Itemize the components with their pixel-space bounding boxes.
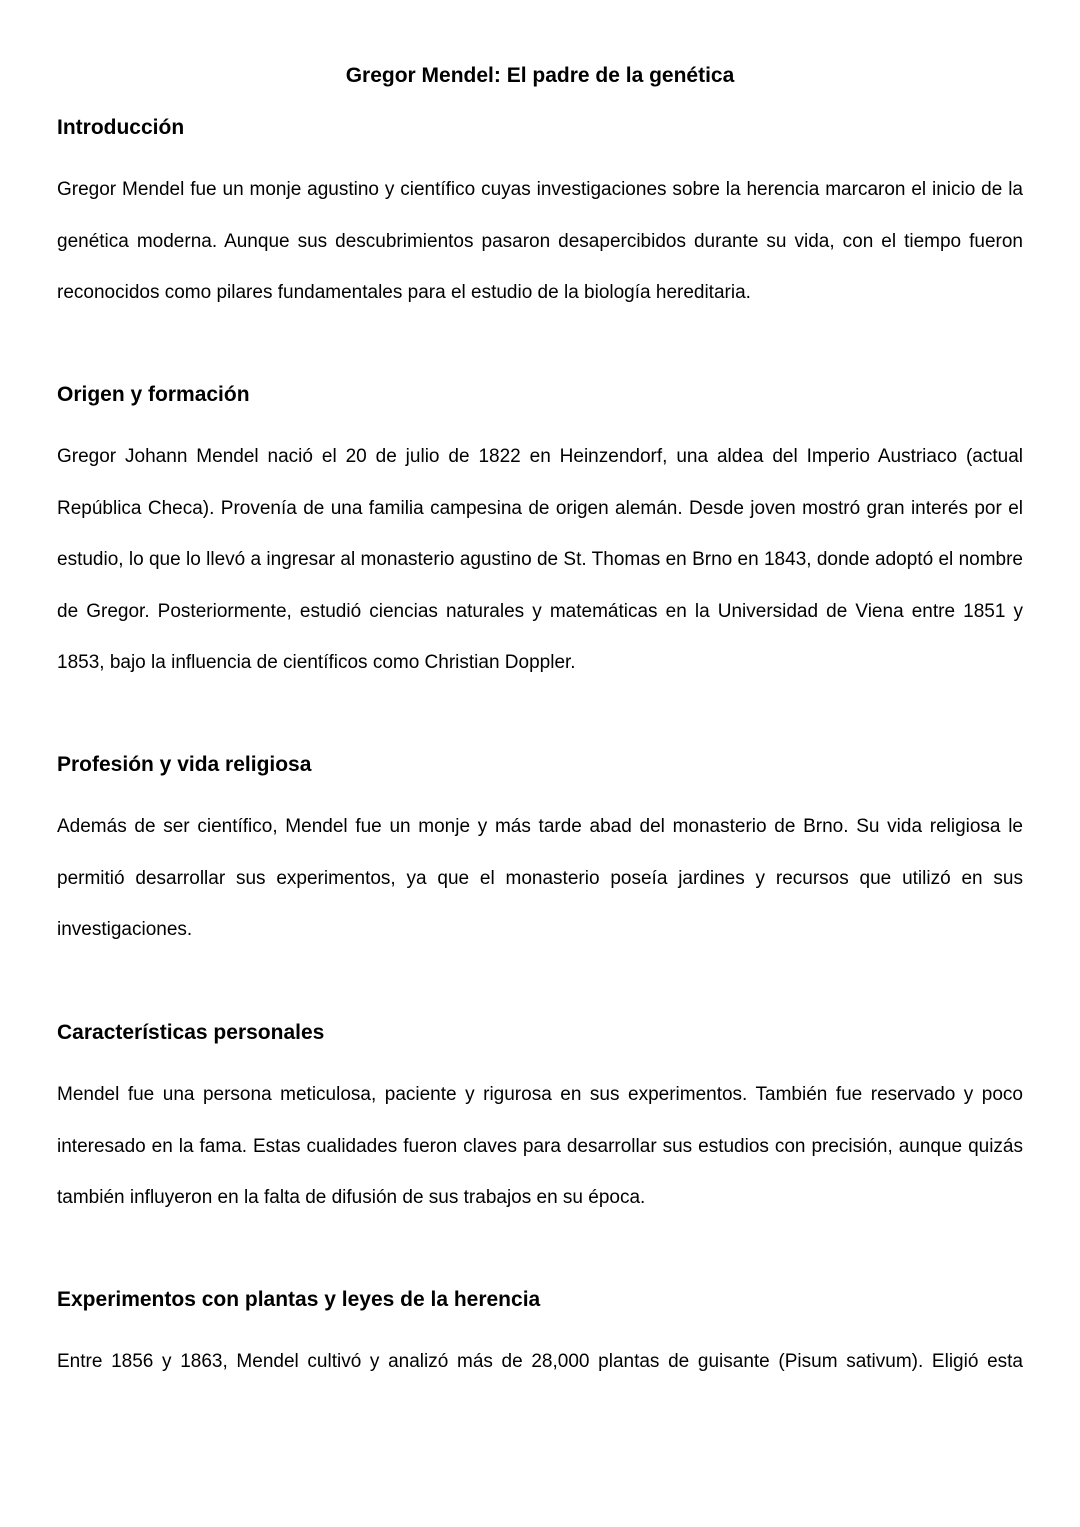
section-heading-origen: Origen y formación: [57, 383, 250, 406]
section-heading-experimentos: Experimentos con plantas y leyes de la herencia: [57, 1288, 541, 1311]
section-body-caracteristicas: Mendel fue una persona meticulosa, paciente y rigurosa en sus experimentos. También fue reservado y poco interesado en la fama. Estas cualidades fueron claves para desarrollar sus estudios con precisión, aunque quizás también influyeron en la falta de difusión de sus trabajos en su época.: [57, 1084, 1023, 1208]
section-heading-caracteristicas: Características personales: [57, 1021, 325, 1044]
section-body-profesion: Además de ser científico, Mendel fue un monje y más tarde abad del monasterio de Brno. Su vida religiosa le permitió desarrollar sus experimentos, ya que el monasterio poseía jardines y recursos que utilizó en sus investigaciones.: [57, 816, 1023, 940]
section-heading-profesion: Profesión y vida religiosa: [57, 753, 312, 776]
section-body-origen: Gregor Johann Mendel nació el 20 de julio de 1822 en Heinzendorf, una aldea del Imperio Austriaco (actual República Checa). Provenía de una familia campesina de origen alemán. Desde joven mostró gran interés por el estudio, lo que lo llevó a ingresar al monasterio agustino de St. Thomas en Brno en 1843, donde adoptó el nombre de Gregor. Posteriormente, estudió ciencias naturales y matemáticas en la Universidad de Viena entre 1851 y 1853, bajo la influencia de científicos como Christian Doppler.: [57, 446, 1023, 673]
document-title: Gregor Mendel: El padre de la genética: [345, 64, 735, 87]
section-body-introduccion: Gregor Mendel fue un monje agustino y científico cuyas investigaciones sobre la herencia marcaron el inicio de la genética moderna. Aunque sus descubrimientos pasaron desapercibidos durante su vida, con el tiempo fueron reconocidos como pilares fundamentales para el estudio de la biología hereditaria.: [57, 179, 1023, 303]
section-heading-introduccion: Introducción: [57, 116, 185, 139]
section-body-experimentos: Entre 1856 y 1863, Mendel cultivó y analizó más de 28,000 plantas de guisante (Pisum sativum). Eligió esta: [57, 1351, 1023, 1372]
